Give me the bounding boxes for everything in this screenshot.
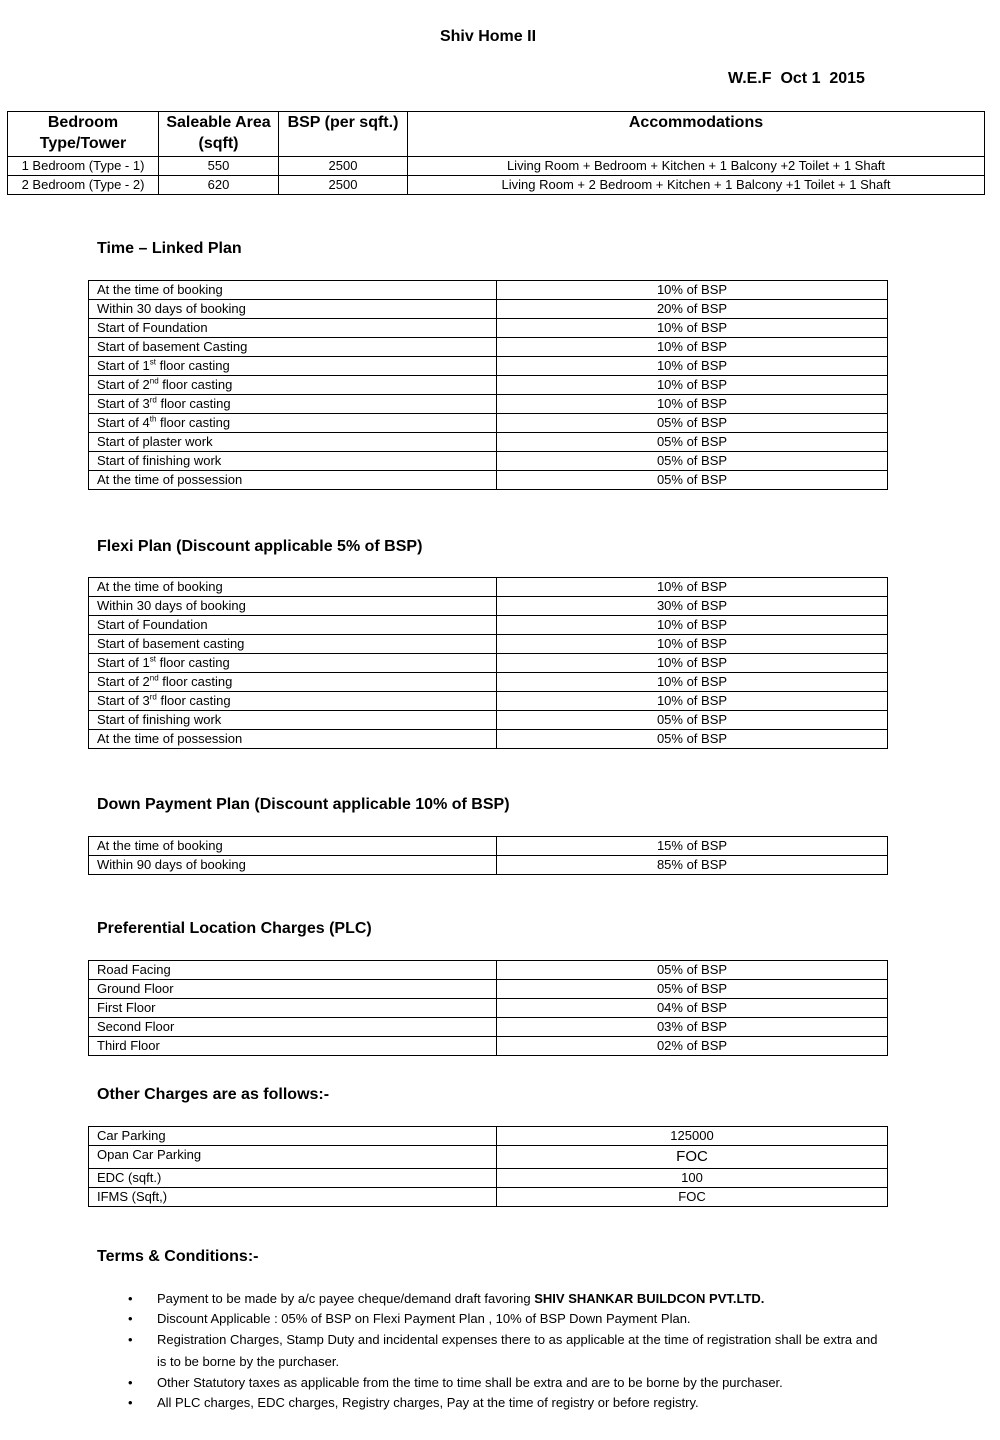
milestone-label: At the time of booking xyxy=(89,578,497,597)
table-row xyxy=(89,673,888,692)
milestone-value: 05% of BSP xyxy=(497,730,888,749)
flexi-plan-table xyxy=(88,577,888,749)
charge-value: FOC xyxy=(497,1146,888,1169)
milestone-value: 10% of BSP xyxy=(497,578,888,597)
milestone-value: 10% of BSP xyxy=(497,338,888,357)
milestone-label: At the time of possession xyxy=(89,730,497,749)
table-row xyxy=(89,837,888,856)
milestone-label: At the time of booking xyxy=(89,837,497,856)
table-row xyxy=(89,654,888,673)
table-row xyxy=(89,452,888,471)
plc-value: 04% of BSP xyxy=(497,999,888,1018)
list-item: • Payment to be made by a/c payee cheque/demand draft favoring SHIV SHANKAR BUILDCON PVT.LTD. xyxy=(118,1289,878,1309)
plc-value: 02% of BSP xyxy=(497,1037,888,1056)
bullet-icon: • xyxy=(128,1332,133,1347)
table-row xyxy=(89,980,888,999)
milestone-value: 10% of BSP xyxy=(497,616,888,635)
plc-value: 05% of BSP xyxy=(497,961,888,980)
other-charges-table xyxy=(88,1126,888,1207)
plc-label: Road Facing xyxy=(89,961,497,980)
cell-accommodations: Living Room + 2 Bedroom + Kitchen + 1 Balcony +1 Toilet + 1 Shaft xyxy=(408,176,985,195)
table-row xyxy=(89,692,888,711)
header-saleable-area: Saleable Area (sqft) xyxy=(159,112,279,157)
bullet-icon: • xyxy=(128,1375,133,1390)
milestone-label: At the time of possession xyxy=(89,471,497,490)
milestone-value: 10% of BSP xyxy=(497,357,888,376)
bullet-icon: • xyxy=(128,1291,133,1306)
list-item: • Other Statutory taxes as applicable from the time to time shall be extra and are to be borne by the purchaser. xyxy=(118,1373,878,1393)
table-row xyxy=(89,471,888,490)
milestone-value: 30% of BSP xyxy=(497,597,888,616)
milestone-label: Start of 3rd floor casting xyxy=(89,692,497,711)
milestone-label: Start of plaster work xyxy=(89,433,497,452)
table-row xyxy=(8,176,985,195)
milestone-value: 05% of BSP xyxy=(497,414,888,433)
table-row xyxy=(89,1146,888,1169)
cell-bsp: 2500 xyxy=(279,176,408,195)
milestone-value: 10% of BSP xyxy=(497,673,888,692)
table-row xyxy=(8,157,985,176)
plc-label: Second Floor xyxy=(89,1018,497,1037)
cell-bedroom-type: 2 Bedroom (Type - 2) xyxy=(8,176,159,195)
charge-value: FOC xyxy=(497,1188,888,1207)
milestone-value: 20% of BSP xyxy=(497,300,888,319)
cell-accommodations: Living Room + Bedroom + Kitchen + 1 Balcony +2 Toilet + 1 Shaft xyxy=(408,157,985,176)
charge-label: IFMS (Sqft,) xyxy=(89,1188,497,1207)
milestone-label: Within 30 days of booking xyxy=(89,597,497,616)
milestone-label: Start of 4th floor casting xyxy=(89,414,497,433)
table-row xyxy=(89,597,888,616)
table-row xyxy=(89,433,888,452)
milestone-value: 10% of BSP xyxy=(497,692,888,711)
milestone-label: Start of basement Casting xyxy=(89,338,497,357)
down-payment-plan-heading: Down Payment Plan (Discount applicable 10% of BSP) xyxy=(97,796,510,813)
table-row xyxy=(89,1018,888,1037)
milestone-value: 05% of BSP xyxy=(497,471,888,490)
header-accommodations: Accommodations xyxy=(408,112,985,157)
milestone-label: Start of 2nd floor casting xyxy=(89,376,497,395)
list-item: • Registration Charges, Stamp Duty and incidental expenses there to as applicable at the time of registration shall be extra and is to be borne by the purchaser. xyxy=(118,1329,878,1373)
table-row xyxy=(89,1169,888,1188)
effective-date: W.E.F Oct 1 2015 xyxy=(728,70,865,87)
terms-list xyxy=(118,1289,878,1413)
unit-table-header-row xyxy=(8,112,985,157)
table-row xyxy=(89,1188,888,1207)
down-payment-plan-table xyxy=(88,836,888,875)
other-charges-heading: Other Charges are as follows:- xyxy=(97,1086,330,1103)
bullet-icon: • xyxy=(128,1311,133,1326)
cell-bsp: 2500 xyxy=(279,157,408,176)
charge-label: Car Parking xyxy=(89,1127,497,1146)
table-row xyxy=(89,578,888,597)
plc-table xyxy=(88,960,888,1056)
time-linked-plan-table xyxy=(88,280,888,490)
cell-bedroom-type: 1 Bedroom (Type - 1) xyxy=(8,157,159,176)
time-linked-plan-heading: Time – Linked Plan xyxy=(97,240,242,257)
terms-heading: Terms & Conditions:- xyxy=(97,1248,259,1265)
milestone-value: 10% of BSP xyxy=(497,376,888,395)
charge-value: 125000 xyxy=(497,1127,888,1146)
plc-value: 05% of BSP xyxy=(497,980,888,999)
table-row xyxy=(89,357,888,376)
milestone-label: Start of 1st floor casting xyxy=(89,654,497,673)
plc-label: Ground Floor xyxy=(89,980,497,999)
milestone-label: Start of 2nd floor casting xyxy=(89,673,497,692)
milestone-value: 10% of BSP xyxy=(497,635,888,654)
table-row xyxy=(89,730,888,749)
milestone-value: 15% of BSP xyxy=(497,837,888,856)
charge-value: 100 xyxy=(497,1169,888,1188)
milestone-value: 05% of BSP xyxy=(497,433,888,452)
milestone-value: 85% of BSP xyxy=(497,856,888,875)
milestone-label: At the time of booking xyxy=(89,281,497,300)
milestone-label: Start of finishing work xyxy=(89,711,497,730)
table-row xyxy=(89,1037,888,1056)
milestone-label: Start of 1st floor casting xyxy=(89,357,497,376)
plc-label: First Floor xyxy=(89,999,497,1018)
table-row xyxy=(89,711,888,730)
header-bsp: BSP (per sqft.) xyxy=(279,112,408,157)
charge-label: EDC (sqft.) xyxy=(89,1169,497,1188)
plc-label: Third Floor xyxy=(89,1037,497,1056)
table-row xyxy=(89,635,888,654)
table-row xyxy=(89,856,888,875)
milestone-label: Start of basement casting xyxy=(89,635,497,654)
milestone-label: Within 30 days of booking xyxy=(89,300,497,319)
unit-type-table xyxy=(7,111,985,195)
list-item: • Discount Applicable : 05% of BSP on Flexi Payment Plan , 10% of BSP Down Payment Plan. xyxy=(118,1309,878,1329)
milestone-label: Start of Foundation xyxy=(89,616,497,635)
milestone-label: Within 90 days of booking xyxy=(89,856,497,875)
milestone-label: Start of 3rd floor casting xyxy=(89,395,497,414)
milestone-value: 05% of BSP xyxy=(497,452,888,471)
plc-heading: Preferential Location Charges (PLC) xyxy=(97,920,372,937)
document-title: Shiv Home II xyxy=(439,28,537,45)
cell-area: 620 xyxy=(159,176,279,195)
milestone-label: Start of Foundation xyxy=(89,319,497,338)
header-bedroom-type: Bedroom Type/Tower xyxy=(8,112,159,157)
list-item: • All PLC charges, EDC charges, Registry charges, Pay at the time of registry or before registry. xyxy=(118,1393,878,1413)
table-row xyxy=(89,281,888,300)
charge-label: Opan Car Parking xyxy=(89,1146,497,1169)
milestone-value: 10% of BSP xyxy=(497,319,888,338)
table-row xyxy=(89,376,888,395)
table-row xyxy=(89,961,888,980)
table-row xyxy=(89,999,888,1018)
company-name: SHIV SHANKAR BUILDCON PVT.LTD. xyxy=(534,1291,765,1306)
plc-value: 03% of BSP xyxy=(497,1018,888,1037)
milestone-value: 10% of BSP xyxy=(497,654,888,673)
milestone-label: Start of finishing work xyxy=(89,452,497,471)
milestone-value: 05% of BSP xyxy=(497,711,888,730)
cell-area: 550 xyxy=(159,157,279,176)
bullet-icon: • xyxy=(128,1395,133,1410)
table-row xyxy=(89,1127,888,1146)
milestone-value: 10% of BSP xyxy=(497,395,888,414)
table-row xyxy=(89,338,888,357)
flexi-plan-heading: Flexi Plan (Discount applicable 5% of BSP) xyxy=(97,538,423,555)
table-row xyxy=(89,300,888,319)
table-row xyxy=(89,616,888,635)
table-row xyxy=(89,414,888,433)
table-row xyxy=(89,319,888,338)
table-row xyxy=(89,395,888,414)
milestone-value: 10% of BSP xyxy=(497,281,888,300)
